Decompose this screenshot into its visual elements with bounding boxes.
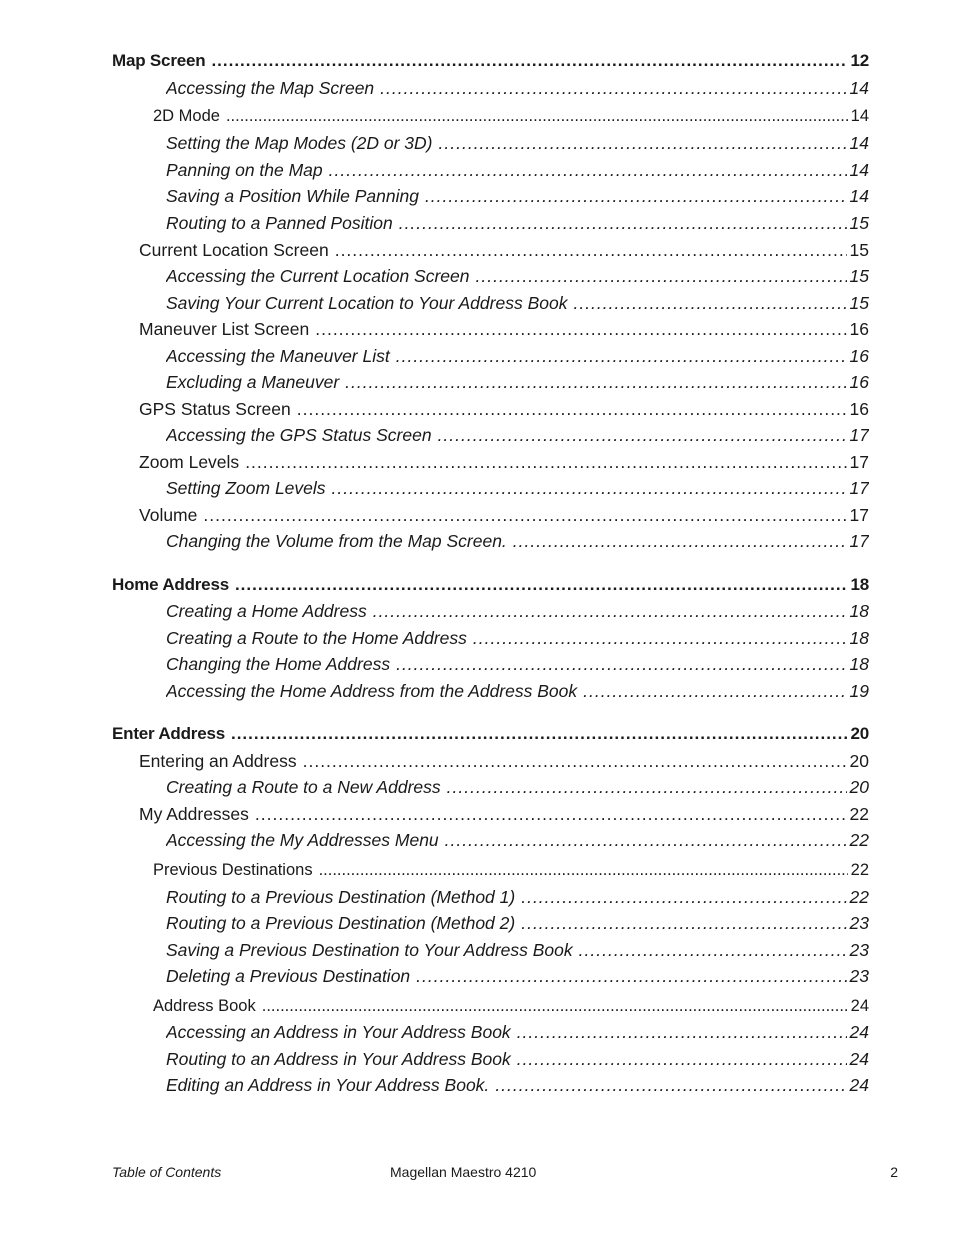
toc-entry-title: Enter Address bbox=[112, 724, 225, 743]
toc-dot-leader bbox=[373, 600, 847, 622]
toc-entry-page: 14 bbox=[849, 186, 869, 206]
toc-entry[interactable] bbox=[112, 723, 869, 747]
toc-dot-leader bbox=[438, 424, 847, 446]
toc-entry-title: Home Address bbox=[112, 575, 229, 594]
toc-entry-page: 23 bbox=[849, 913, 869, 933]
toc-dot-leader bbox=[329, 159, 847, 181]
toc-dot-leader bbox=[521, 912, 846, 934]
toc-dot-leader bbox=[345, 371, 846, 393]
toc-entry-page: 22 bbox=[849, 804, 869, 824]
toc-entry[interactable] bbox=[139, 239, 869, 263]
toc-entry-page: 17 bbox=[849, 478, 869, 498]
toc-entry-title: Editing an Address in Your Address Book. bbox=[166, 1075, 490, 1095]
toc-entry-title: Entering an Address bbox=[139, 751, 297, 771]
toc-entry-page: 23 bbox=[849, 940, 869, 960]
toc-dot-leader bbox=[297, 398, 847, 420]
toc-entry-title: Creating a Route to the Home Address bbox=[166, 628, 467, 648]
toc-dot-leader bbox=[315, 318, 846, 340]
toc-entry-page: 24 bbox=[850, 997, 869, 1015]
toc-entry[interactable] bbox=[139, 803, 869, 827]
toc-entry-page: 14 bbox=[849, 133, 869, 153]
toc-entry[interactable] bbox=[166, 345, 869, 369]
toc-entry-page: 12 bbox=[850, 51, 869, 70]
toc-entry-title: Accessing the Map Screen bbox=[166, 78, 375, 98]
toc-entry[interactable] bbox=[166, 776, 869, 800]
toc-entry-title: Setting Zoom Levels bbox=[166, 478, 326, 498]
toc-entry-page: 17 bbox=[849, 425, 869, 445]
toc-entry-page: 14 bbox=[849, 78, 869, 98]
toc-entry-page: 15 bbox=[849, 213, 869, 233]
toc-entry[interactable] bbox=[166, 1048, 869, 1072]
toc-entry-page: 16 bbox=[849, 372, 869, 392]
toc-dot-leader bbox=[416, 965, 846, 987]
toc-dot-leader bbox=[399, 212, 847, 234]
toc-entry[interactable] bbox=[166, 1021, 869, 1045]
toc-entry-page: 17 bbox=[849, 531, 869, 551]
toc-entry-title: Panning on the Map bbox=[166, 160, 323, 180]
toc-entry-title: Accessing an Address in Your Address Book bbox=[166, 1022, 511, 1042]
toc-entry-page: 17 bbox=[849, 505, 869, 525]
toc-entry-title: Address Book bbox=[153, 997, 256, 1015]
toc-entry-title: Changing the Home Address bbox=[166, 654, 391, 674]
toc-entry[interactable] bbox=[166, 912, 869, 936]
toc-entry-page: 18 bbox=[849, 654, 869, 674]
toc-dot-leader bbox=[245, 451, 846, 473]
toc-dot-leader bbox=[521, 886, 846, 908]
toc-dot-leader bbox=[203, 504, 846, 526]
toc-entry-page: 17 bbox=[849, 452, 869, 472]
footer-section-title: Table of Contents bbox=[112, 1164, 222, 1180]
toc-entry-title: Setting the Map Modes (2D or 3D) bbox=[166, 133, 433, 153]
toc-entry[interactable] bbox=[139, 318, 869, 342]
toc-entry[interactable] bbox=[153, 859, 869, 883]
toc-dot-leader bbox=[235, 574, 848, 596]
toc-dot-leader bbox=[517, 1021, 847, 1043]
toc-entry-title: Previous Destinations bbox=[153, 861, 313, 879]
toc-entry-page: 16 bbox=[849, 399, 869, 419]
toc-entry-page: 20 bbox=[849, 777, 869, 797]
toc-entry-page: 18 bbox=[849, 601, 869, 621]
toc-entry[interactable] bbox=[166, 132, 869, 156]
toc-entry[interactable] bbox=[166, 292, 869, 316]
toc-entry-title: Saving Your Current Location to Your Address Book bbox=[166, 293, 568, 313]
toc-entry[interactable] bbox=[166, 371, 869, 395]
toc-dot-leader bbox=[573, 292, 846, 314]
toc-entry-page: 15 bbox=[849, 266, 869, 286]
toc-entry-title: Changing the Volume from the Map Screen. bbox=[166, 531, 507, 551]
toc-dot-leader bbox=[231, 723, 848, 745]
toc-entry[interactable] bbox=[166, 530, 869, 554]
toc-entry-title: Creating a Home Address bbox=[166, 601, 367, 621]
toc-entry[interactable] bbox=[166, 653, 869, 677]
toc-entry-page: 22 bbox=[849, 887, 869, 907]
toc-entry[interactable] bbox=[166, 939, 869, 963]
toc-dot-leader bbox=[473, 627, 847, 649]
toc-entry-page: 14 bbox=[850, 107, 869, 125]
toc-entry-title: Creating a Route to a New Address bbox=[166, 777, 441, 797]
toc-entry-title: Saving a Previous Destination to Your Address Book bbox=[166, 940, 573, 960]
toc-entry-page: 16 bbox=[849, 346, 869, 366]
toc-entry-page: 15 bbox=[849, 293, 869, 313]
toc-dot-leader bbox=[517, 1048, 847, 1070]
toc-dot-leader bbox=[579, 939, 847, 961]
toc-entry-page: 18 bbox=[849, 628, 869, 648]
toc-dot-leader bbox=[583, 680, 846, 702]
toc-entry-title: Maneuver List Screen bbox=[139, 319, 310, 339]
toc-entry[interactable] bbox=[166, 1074, 869, 1098]
toc-dot-leader bbox=[303, 750, 847, 772]
toc-entry-title: Volume bbox=[139, 505, 198, 525]
toc-dot-leader bbox=[255, 803, 847, 825]
toc-entry[interactable] bbox=[153, 995, 869, 1019]
toc-entry[interactable] bbox=[166, 212, 869, 236]
toc-dot-leader bbox=[495, 1074, 846, 1096]
toc-dot-leader bbox=[445, 829, 847, 851]
toc-dot-leader bbox=[425, 185, 847, 207]
toc-entry-title: Routing to a Previous Destination (Method 2) bbox=[166, 913, 516, 933]
toc-entry[interactable] bbox=[139, 398, 869, 422]
toc-entry-title: Routing to a Panned Position bbox=[166, 213, 393, 233]
toc-entry-title: My Addresses bbox=[139, 804, 249, 824]
toc-dot-leader bbox=[380, 77, 846, 99]
toc-entry-page: 20 bbox=[850, 724, 869, 743]
toc-entry-title: Zoom Levels bbox=[139, 452, 240, 472]
toc-entry[interactable] bbox=[139, 451, 869, 475]
toc-entry[interactable] bbox=[112, 50, 869, 74]
toc-entry-page: 22 bbox=[849, 830, 869, 850]
toc-entry[interactable] bbox=[166, 185, 869, 209]
toc-entry-page: 14 bbox=[849, 160, 869, 180]
toc-entry-title: Deleting a Previous Destination bbox=[166, 966, 411, 986]
toc-dot-leader bbox=[476, 265, 847, 287]
toc-dot-leader bbox=[332, 477, 847, 499]
toc-entry-page: 24 bbox=[849, 1022, 869, 1042]
toc-dot-leader bbox=[319, 859, 848, 881]
toc-dot-leader bbox=[396, 345, 847, 367]
toc-entry-page: 24 bbox=[849, 1049, 869, 1069]
toc-entry[interactable] bbox=[166, 829, 869, 853]
toc-entry-page: 23 bbox=[849, 966, 869, 986]
toc-dot-leader bbox=[513, 530, 847, 552]
toc-entry-title: Accessing the Current Location Screen bbox=[166, 266, 470, 286]
toc-entry-title: Saving a Position While Panning bbox=[166, 186, 419, 206]
toc-entry[interactable] bbox=[166, 680, 869, 704]
toc-entry-page: 15 bbox=[849, 240, 869, 260]
toc-entry-title: Excluding a Maneuver bbox=[166, 372, 340, 392]
toc-entry[interactable] bbox=[153, 105, 869, 129]
toc-entry[interactable] bbox=[166, 424, 869, 448]
toc-entry-title: Routing to an Address in Your Address Book bbox=[166, 1049, 511, 1069]
toc-entry-title: GPS Status Screen bbox=[139, 399, 291, 419]
toc-entry-title: Accessing the Maneuver List bbox=[166, 346, 390, 366]
toc-entry-page: 18 bbox=[850, 575, 869, 594]
toc-dot-leader bbox=[262, 995, 848, 1017]
footer-page-number: 2 bbox=[890, 1164, 898, 1180]
toc-entry-page: 19 bbox=[849, 681, 869, 701]
toc-entry-page: 22 bbox=[850, 861, 869, 879]
toc-entry[interactable] bbox=[166, 265, 869, 289]
toc-dot-leader bbox=[211, 50, 847, 72]
toc-entry-title: Map Screen bbox=[112, 51, 206, 70]
toc-entry[interactable] bbox=[139, 504, 869, 528]
toc-dot-leader bbox=[396, 653, 846, 675]
toc-entry-title: 2D Mode bbox=[153, 107, 220, 125]
toc-dot-leader bbox=[226, 105, 848, 127]
toc-entry-title: Routing to a Previous Destination (Method 1) bbox=[166, 887, 516, 907]
toc-dot-leader bbox=[447, 776, 847, 798]
toc-entry[interactable] bbox=[166, 965, 869, 989]
toc-entry[interactable] bbox=[139, 750, 869, 774]
toc-dot-leader bbox=[439, 132, 847, 154]
toc-entry[interactable] bbox=[166, 627, 869, 651]
toc-dot-leader bbox=[335, 239, 847, 261]
toc-entry-title: Accessing the My Addresses Menu bbox=[166, 830, 439, 850]
toc-entry[interactable] bbox=[166, 159, 869, 183]
toc-entry[interactable] bbox=[166, 886, 869, 910]
toc-entry-title: Current Location Screen bbox=[139, 240, 329, 260]
toc-entry-page: 20 bbox=[849, 751, 869, 771]
footer-product-name: Magellan Maestro 4210 bbox=[390, 1164, 537, 1180]
toc-entry[interactable] bbox=[166, 477, 869, 501]
toc-entry[interactable] bbox=[166, 600, 869, 624]
toc-entry[interactable] bbox=[112, 574, 869, 598]
toc-entry-title: Accessing the Home Address from the Address Book bbox=[166, 681, 578, 701]
toc-entry-title: Accessing the GPS Status Screen bbox=[166, 425, 432, 445]
toc-entry[interactable] bbox=[166, 77, 869, 101]
toc-entry-page: 24 bbox=[849, 1075, 869, 1095]
toc-entry-page: 16 bbox=[849, 319, 869, 339]
